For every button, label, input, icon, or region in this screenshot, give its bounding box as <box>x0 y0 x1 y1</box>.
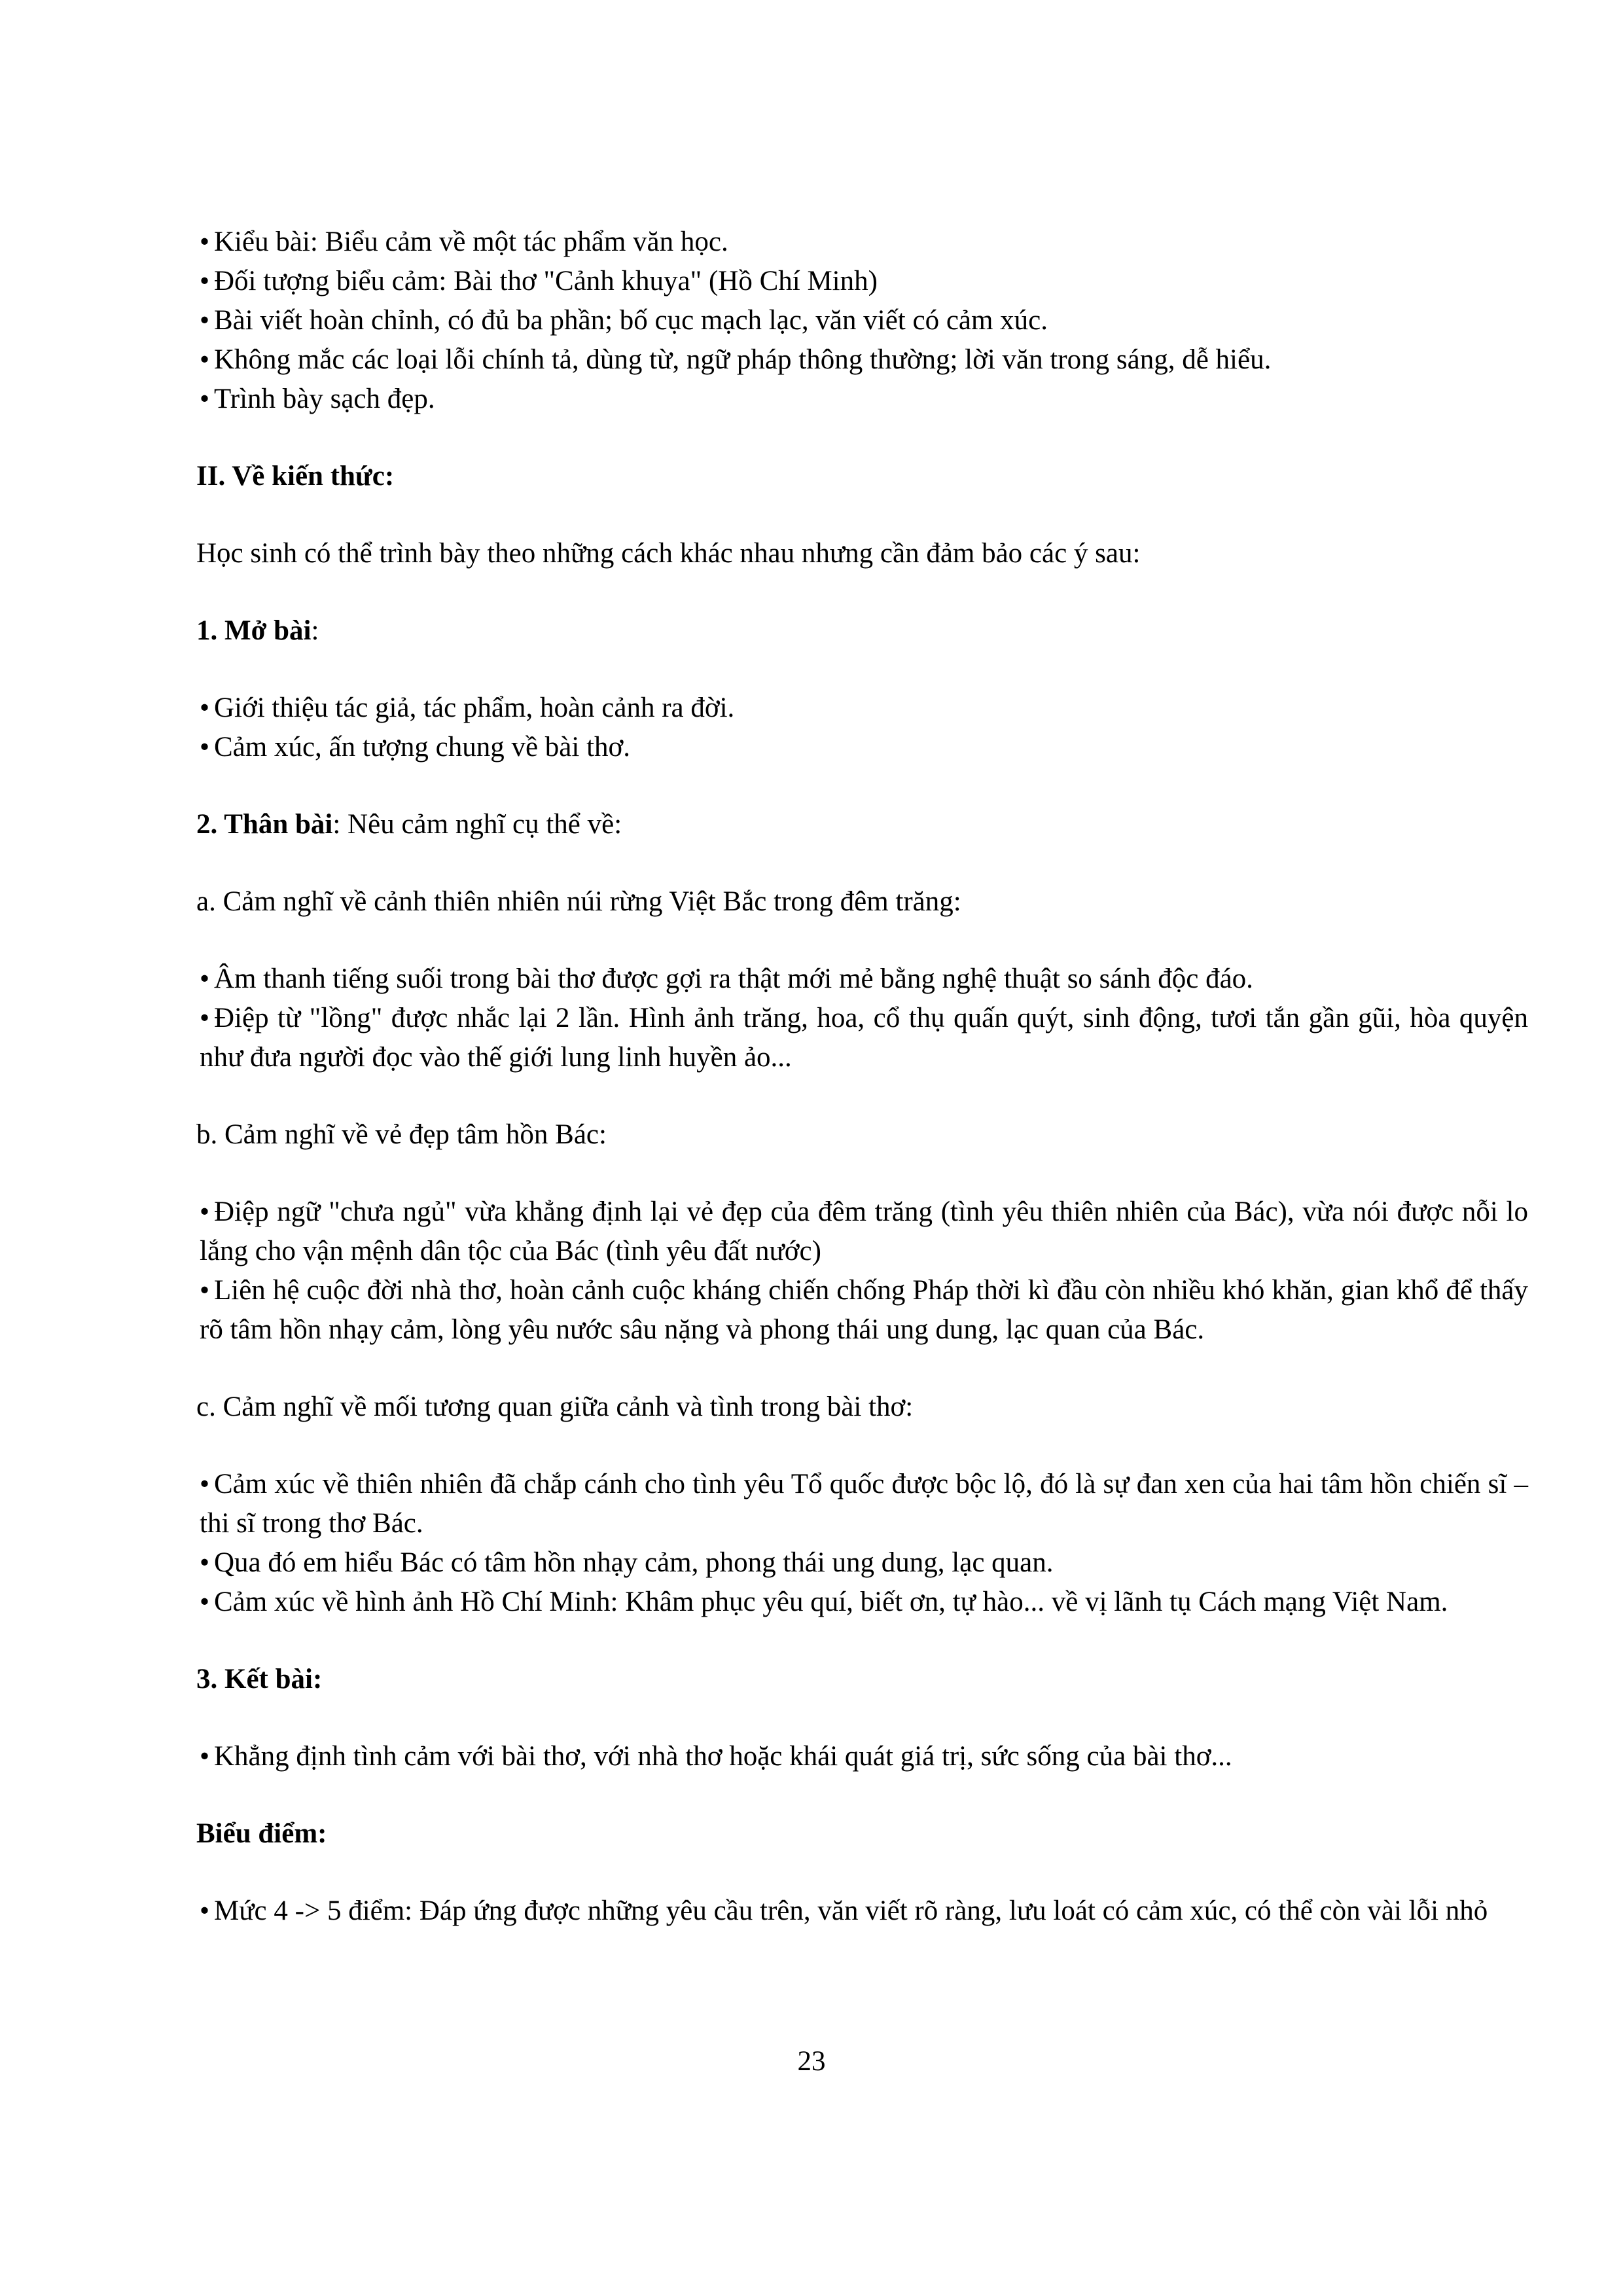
body-heading-rest: : Nêu cảm nghĩ cụ thể về: <box>332 809 622 840</box>
bullet-icon: • <box>200 1275 210 1306</box>
bullet-text: Cảm xúc về thiên nhiên đã chắp cánh cho tình yêu Tổ quốc được bộc lộ, đó là sự đan xen của hai tâm hồn chiến sĩ – thi sĩ trong thơ Bác. <box>200 1469 1528 1539</box>
bullet-text: Cảm xúc, ấn tượng chung về bài thơ. <box>214 732 631 762</box>
bullet-icon: • <box>200 692 210 723</box>
bullet-icon: • <box>200 226 210 257</box>
subsection-a-heading: a. Cảm nghĩ về cảnh thiên nhiên núi rừng Việt Bắc trong đêm trăng: <box>196 886 961 917</box>
bullet-text: Không mắc các loại lỗi chính tả, dùng từ, ngữ pháp thông thường; lời văn trong sáng, dễ hiểu. <box>214 344 1272 375</box>
bullet-item <box>200 223 1528 262</box>
opening-heading-label: 1. Mở bài <box>196 615 312 646</box>
bullet-item <box>200 1583 1528 1622</box>
bullet-text: Âm thanh tiếng suối trong bài thơ được gợi ra thật mới mẻ bằng nghệ thuật so sánh độc đáo. <box>214 963 1253 994</box>
subsection-c-list <box>196 1465 1528 1622</box>
bullet-item <box>200 689 1528 728</box>
opening-heading <box>196 611 1528 651</box>
bullet-icon: • <box>200 963 210 994</box>
bullet-text: Mức 4 -> 5 điểm: Đáp ứng được những yêu cầu trên, văn viết rõ ràng, lưu loát có cảm xúc, có thể còn vài lỗi nhỏ <box>214 1895 1488 1926</box>
bullet-text: Điệp từ "lồng" được nhắc lại 2 lần. Hình ảnh trăng, hoa, cổ thụ quấn quýt, sinh động, tươi tắn gần gũi, hòa quyện như đưa người đọc vào thế giới lung linh huyền ảo... <box>200 1003 1528 1073</box>
bullet-item <box>200 1271 1528 1350</box>
bullet-icon: • <box>200 732 210 762</box>
bullet-text: Trình bày sạch đẹp. <box>214 384 435 414</box>
bullet-icon: • <box>200 1469 210 1499</box>
bullet-icon: • <box>200 1741 210 1772</box>
bullet-item <box>200 960 1528 999</box>
bullet-icon: • <box>200 1895 210 1926</box>
bullet-text: Kiểu bài: Biểu cảm về một tác phẩm văn học. <box>214 226 728 257</box>
bullet-text: Cảm xúc về hình ảnh Hồ Chí Minh: Khâm phục yêu quí, biết ơn, tự hào... về vị lãnh tụ Cách mạng Việt Nam. <box>214 1587 1448 1617</box>
opening-heading-rest: : <box>311 615 319 646</box>
body-heading-label: 2. Thân bài <box>196 809 333 840</box>
body-heading <box>196 805 1528 844</box>
grading-scale-heading: Biểu điểm: <box>196 1818 327 1849</box>
bullet-item <box>200 1465 1528 1543</box>
bullet-icon: • <box>200 1196 210 1227</box>
closing-list <box>196 1737 1528 1776</box>
bullet-item <box>200 340 1528 380</box>
bullet-text: Giới thiệu tác giả, tác phẩm, hoàn cảnh ra đời. <box>214 692 735 723</box>
bullet-icon: • <box>200 266 210 296</box>
knowledge-section-heading: II. Về kiến thức: <box>196 461 395 492</box>
opening-list <box>196 689 1528 767</box>
bullet-text: Liên hệ cuộc đời nhà thơ, hoàn cảnh cuộc kháng chiến chống Pháp thời kì đầu còn nhiều khó khăn, gian khổ để thấy rõ tâm hồn nhạy cảm, lòng yêu nước sâu nặng và phong thái ung dung, lạc quan của Bác. <box>200 1275 1528 1345</box>
subsection-a-list <box>196 960 1528 1077</box>
bullet-item <box>200 1892 1528 1931</box>
bullet-text: Qua đó em hiểu Bác có tâm hồn nhạy cảm, phong thái ung dung, lạc quan. <box>214 1547 1054 1578</box>
bullet-item <box>200 380 1528 419</box>
bullet-text: Đối tượng biểu cảm: Bài thơ "Cảnh khuya" (Hồ Chí Minh) <box>214 266 878 296</box>
bullet-icon: • <box>200 1547 210 1578</box>
bullet-icon: • <box>200 1003 210 1033</box>
bullet-text: Khẳng định tình cảm với bài thơ, với nhà thơ hoặc khái quát giá trị, sức sống của bài thơ... <box>214 1741 1232 1772</box>
bullet-item <box>200 1737 1528 1776</box>
bullet-text: Điệp ngữ "chưa ngủ" vừa khẳng định lại vẻ đẹp của đêm trăng (tình yêu thiên nhiên của Bác), vừa nói được nỗi lo lắng cho vận mệnh dân tộc của Bác (tình yêu đất nước) <box>200 1196 1528 1266</box>
bullet-icon: • <box>200 344 210 375</box>
requirements-list <box>196 223 1528 419</box>
subsection-b-list <box>196 1193 1528 1350</box>
bullet-item <box>200 1193 1528 1271</box>
bullet-text: Bài viết hoàn chỉnh, có đủ ba phần; bố cục mạch lạc, văn viết có cảm xúc. <box>214 305 1048 336</box>
grading-scale-list <box>196 1892 1528 1931</box>
bullet-item <box>200 999 1528 1077</box>
bullet-icon: • <box>200 305 210 336</box>
bullet-item <box>200 728 1528 767</box>
subsection-c-heading: c. Cảm nghĩ về mối tương quan giữa cảnh và tình trong bài thơ: <box>196 1391 914 1422</box>
subsection-b-heading: b. Cảm nghĩ về vẻ đẹp tâm hồn Bác: <box>196 1119 607 1150</box>
bullet-icon: • <box>200 1587 210 1617</box>
bullet-item <box>200 262 1528 301</box>
bullet-item <box>200 301 1528 340</box>
bullet-item <box>200 1543 1528 1583</box>
bullet-icon: • <box>200 384 210 414</box>
closing-heading: 3. Kết bài: <box>196 1664 323 1695</box>
page-number: 23 <box>797 2046 826 2077</box>
knowledge-intro: Học sinh có thể trình bày theo những cách khác nhau nhưng cần đảm bảo các ý sau: <box>196 538 1141 569</box>
